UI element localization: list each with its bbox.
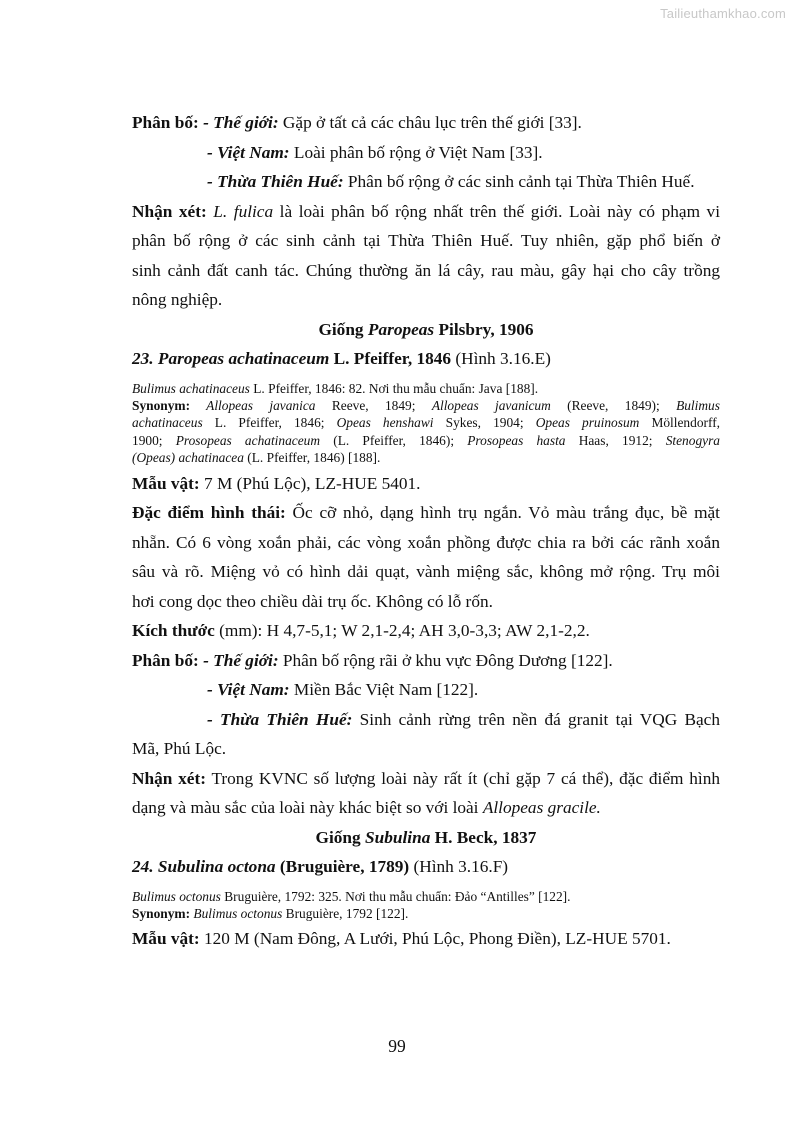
morphology-line-2: nhẵn. Có 6 vòng xoắn phải, các vòng xoắn phồng được chia ra bởi các rãnh xoắn	[132, 532, 720, 552]
size-line: Kích thước (mm): H 4,7-5,1; W 2,1-2,4; AH 3,0-3,3; AW 2,1-2,2.	[132, 621, 590, 641]
specimen-line-23: Mẫu vật: 7 M (Phú Lộc), LZ-HUE 5401.	[132, 473, 421, 493]
distribution-hue-line-23: - Thừa Thiên Huế: Sinh cảnh rừng trên nền đá granit tại VQG Bạch	[207, 709, 720, 729]
distribution-vietnam-line: - Việt Nam: Loài phân bố rộng ở Việt Nam [33].	[207, 142, 543, 162]
species-heading-23: 23. Paropeas achatinaceum L. Pfeiffer, 1846 (Hình 3.16.E)	[132, 349, 551, 368]
remark-line-4: nông nghiệp.	[132, 290, 223, 309]
document-body	[132, 108, 720, 954]
synonymy-block-24	[132, 888, 720, 923]
distribution-world-line-23: Phân bố: - Thế giới: Phân bố rộng rãi ở khu vực Đông Dương [122].	[132, 650, 613, 670]
genus-heading-paropeas: Giống Paropeas Pilsbry, 1906	[318, 319, 534, 339]
morphology-line-4: hơi cong dọc theo chiều dài trụ ốc. Không có lỗ rốn.	[132, 591, 493, 611]
page-number: 99	[388, 1036, 406, 1056]
distribution-hue-line: - Thừa Thiên Huế: Phân bố rộng ở các sinh cảnh tại Thừa Thiên Huế.	[207, 172, 695, 191]
watermark: Tailieuthamkhao.com	[660, 6, 786, 21]
remark-line-1: Nhận xét: L. fulica là loài phân bố rộng nhất trên thế giới. Loài này có phạm vi	[132, 201, 720, 221]
morphology-line-3: sâu và rõ. Miệng vỏ có hình dải quạt, vành miệng sắc, không mở rộng. Trụ môi	[132, 562, 720, 582]
distribution-hue-line-23-cont: Mã, Phú Lộc.	[132, 739, 227, 759]
genus-heading-subulina: Giống Subulina H. Beck, 1837	[315, 827, 537, 847]
morphology-line-1: Đặc điểm hình thái: Ốc cỡ nhỏ, dạng hình trụ ngắn. Vỏ màu trắng đục, bề mặt	[132, 503, 720, 523]
distribution-world-line: Phân bố: - Thế giới: Gặp ở tất cả các châu lục trên thế giới [33].	[132, 113, 582, 132]
synonym-line-24: Synonym: Bulimus octonus Bruguière, 1792 [122].	[132, 905, 409, 921]
specimen-line-24: Mẫu vật: 120 M (Nam Đông, A Lưới, Phú Lộc, Phong Điền), LZ-HUE 5701.	[132, 929, 671, 949]
remark-line-3: sinh cảnh đất canh tác. Chúng thường ăn lá cây, rau màu, gây hại cho cây trồng	[132, 260, 720, 280]
synonym-line-1: Synonym: Allopeas javanica Reeve, 1849; Allopeas javanicum (Reeve, 1849); Bulimus	[132, 397, 720, 413]
synonymy-block-23	[132, 380, 720, 467]
synonym-line-4: (Opeas) achatinacea (L. Pfeiffer, 1846) [188].	[132, 450, 381, 466]
distribution-vietnam-line-23: - Việt Nam: Miền Bắc Việt Nam [122].	[207, 680, 479, 700]
species-heading-24: 24. Subulina octona (Bruguière, 1789) (Hình 3.16.F)	[132, 857, 509, 877]
synonym-line-2: achatinaceus L. Pfeiffer, 1846; Opeas henshawi Sykes, 1904; Opeas pruinosum Möllendorff,	[132, 415, 720, 431]
basionym-line: Bulimus achatinaceus L. Pfeiffer, 1846: 82. Nơi thu mẫu chuẩn: Java [188].	[132, 380, 539, 396]
basionym-line-24: Bulimus octonus Bruguière, 1792: 325. Nơi thu mẫu chuẩn: Đảo “Antilles” [122].	[132, 888, 571, 904]
remark-line-2: phân bố rộng ở các sinh cảnh tại Thừa Thiên Huế. Tuy nhiên, gặp phổ biến ở	[132, 231, 720, 250]
remark-line-23-1: Nhận xét: Trong KVNC số lượng loài này rất ít (chỉ gặp 7 cá thể), đặc điểm hình	[132, 768, 720, 788]
synonym-line-3: 1900; Prosopeas achatinaceum (L. Pfeiffer, 1846); Prosopeas hasta Haas, 1912; Stenogyra	[132, 432, 720, 448]
remark-line-23-2: dạng và màu sắc của loài này khác biệt so với loài Allopeas gracile.	[132, 798, 601, 818]
